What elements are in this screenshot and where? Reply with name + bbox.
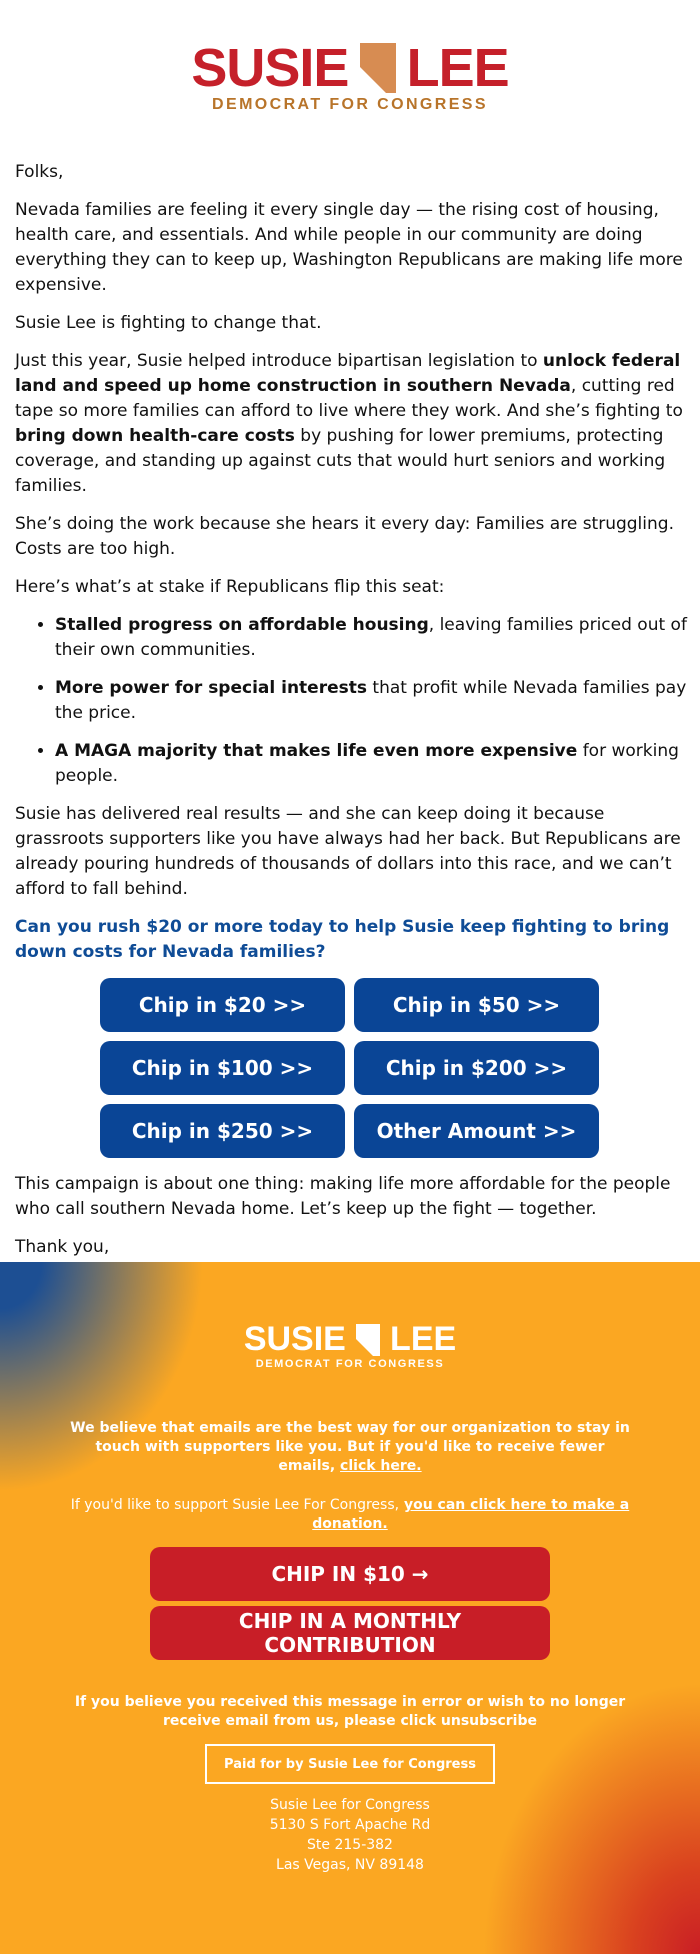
chip-in-10-button[interactable]: CHIP IN $10 → bbox=[150, 1547, 550, 1601]
email-preferences-text: We believe that emails are the best way for our organization to stay in touch with supporters like you. But if you'd like to receive fewer emails, click here. bbox=[70, 1420, 630, 1474]
address-line: Las Vegas, NV 89148 bbox=[276, 1857, 424, 1873]
campaign-logo[interactable] bbox=[0, 40, 700, 96]
logo-first-name: SUSIE bbox=[191, 38, 349, 98]
chip-in-20-button[interactable]: Chip in $20 >> bbox=[100, 978, 345, 1032]
other-amount-button[interactable]: Other Amount >> bbox=[354, 1104, 599, 1158]
signoff: Thank you, bbox=[15, 1235, 687, 1285]
donation-buttons bbox=[100, 978, 602, 1158]
chip-in-200-button[interactable]: Chip in $200 >> bbox=[354, 1041, 599, 1095]
paid-for-disclaimer: Paid for by Susie Lee for Congress bbox=[205, 1744, 495, 1784]
donation-link[interactable]: you can click here to make a donation. bbox=[312, 1497, 630, 1532]
monthly-contribution-button[interactable]: CHIP IN A MONTHLY CONTRIBUTION bbox=[150, 1606, 550, 1660]
greeting: Folks, bbox=[15, 162, 64, 182]
header bbox=[0, 0, 700, 150]
donation-ask: Can you rush $20 or more today to help Susie keep fighting to bring down costs for Nevada families? bbox=[15, 917, 670, 962]
mailing-address bbox=[0, 1795, 700, 1875]
footer-logo-tagline: DEMOCRAT FOR CONGRESS bbox=[255, 1358, 445, 1370]
footer-logo-first-name: SUSIE bbox=[243, 1320, 346, 1358]
paragraph-stakes: Here’s what’s at stake if Republicans flip this seat: bbox=[15, 577, 445, 597]
address-line: Susie Lee for Congress bbox=[270, 1797, 430, 1813]
address-line: Ste 215-382 bbox=[307, 1837, 393, 1853]
nevada-state-icon bbox=[355, 1323, 381, 1357]
paragraph-results: Susie has delivered real results — and she can keep doing it because grassroots supporters like you have always had her back. But Republicans are already pouring hundreds of thousands of dollars into this race, and we can’t afford to fall behind. bbox=[15, 804, 681, 899]
paragraph-cost-of-living: Nevada families are feeling it every single day — the rising cost of housing, health care, and essentials. And while people in our community are doing everything they can to keep up, Washington Republicans are making life more expensive. bbox=[15, 200, 683, 295]
highlight-federal-land: unlock federal land and speed up home construction in southern Nevada bbox=[15, 351, 681, 396]
footer bbox=[0, 1262, 700, 1954]
email-body bbox=[15, 160, 687, 1285]
support-text: If you'd like to support Susie Lee For Congress, you can click here to make a donation. bbox=[70, 1497, 630, 1532]
list-item: • More power for special interests that profit while Nevada families pay the price. bbox=[55, 676, 687, 726]
logo-tagline: DEMOCRAT FOR CONGRESS bbox=[212, 96, 488, 113]
paragraph-closing: This campaign is about one thing: making life more affordable for the people who call southern Nevada home. Let’s keep up the fight — together. bbox=[15, 1174, 671, 1219]
stakes-list bbox=[15, 613, 687, 789]
chip-in-100-button[interactable]: Chip in $100 >> bbox=[100, 1041, 345, 1095]
paragraph-legislation: Just this year, Susie helped introduce bipartisan legislation to unlock federal land and speed up home construction in southern Nevada, cutting red tape so more families can afford to live where they work. And she’s fighting to bring down health-care costs by pushing for lower premiums, protecting coverage, and standing up against cuts that would hurt seniors and working families. bbox=[15, 351, 683, 496]
logo-last-name: LEE bbox=[406, 38, 509, 98]
highlight-health-costs: bring down health-care costs bbox=[15, 426, 295, 446]
address-line: 5130 S Fort Apache Rd bbox=[269, 1817, 431, 1833]
chip-in-50-button[interactable]: Chip in $50 >> bbox=[354, 978, 599, 1032]
unsubscribe-text[interactable]: If you believe you received this message in error or wish to no longer receive email from us, please click unsubscribe bbox=[74, 1694, 626, 1729]
paragraph-struggling: She’s doing the work because she hears it every day: Families are struggling. Costs are too high. bbox=[15, 514, 674, 559]
nevada-state-icon bbox=[358, 41, 398, 95]
chip-in-250-button[interactable]: Chip in $250 >> bbox=[100, 1104, 345, 1158]
footer-logo-last-name: LEE bbox=[390, 1320, 457, 1358]
list-item: • Stalled progress on affordable housing, leaving families priced out of their own communities. bbox=[55, 613, 687, 663]
paragraph-fighting: Susie Lee is fighting to change that. bbox=[15, 313, 322, 333]
footer-logo[interactable] bbox=[0, 1320, 700, 1359]
list-item: • A MAGA majority that makes life even more expensive for working people. bbox=[55, 739, 687, 789]
fewer-emails-link[interactable]: click here. bbox=[340, 1458, 422, 1474]
